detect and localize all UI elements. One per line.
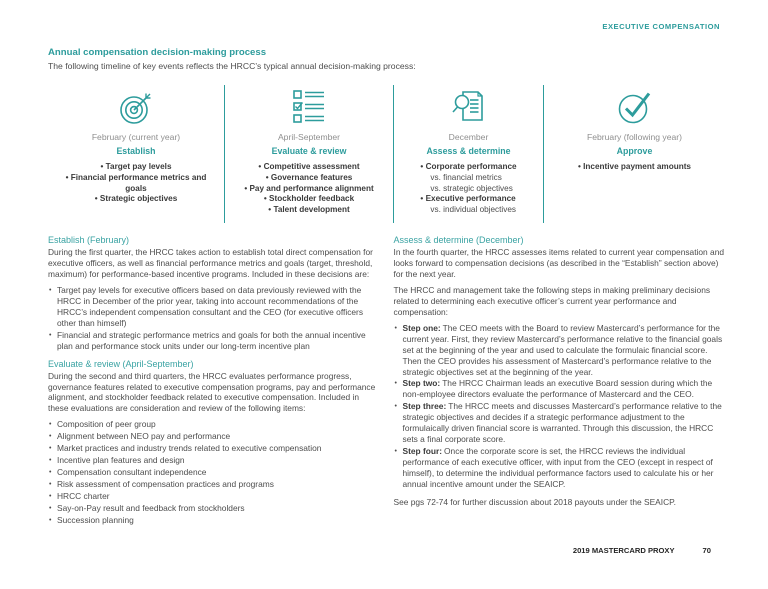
timeline-item: • Governance features: [231, 173, 387, 184]
running-head: EXECUTIVE COMPENSATION: [602, 22, 720, 31]
timeline-phase: Evaluate & review: [271, 146, 347, 156]
decision-timeline: [48, 85, 725, 223]
page-intro: The following timeline of key events reflects the HRCC’s typical annual decision-making process:: [48, 61, 416, 71]
page-footer: [573, 546, 711, 555]
timeline-period: December: [448, 132, 489, 142]
timeline-column-approve: [543, 85, 725, 223]
step-label: Step four:: [402, 445, 443, 456]
timeline-phase: Assess & determine: [426, 146, 511, 156]
timeline-subitem: vs. financial metrics: [430, 172, 502, 182]
right-column: [394, 235, 726, 532]
paragraph: The HRCC and management take the following steps in making preliminary decisions related to determining each executive officer’s current year performance and compensation:: [393, 285, 711, 317]
timeline-item: • Stockholder feedback: [231, 194, 387, 205]
evaluate-bullets: [48, 419, 380, 525]
bullet-item: • Target pay levels for executive officers based on data previously reviewed with the HRCC in December of the prior year, taking into account recommendations of the HRCC’s independent compensation consultant and the CEO (for executive officers other than himself): [48, 285, 380, 329]
bullet-item: • Say-on-Pay result and feedback from stockholders: [48, 503, 380, 514]
bullet-item: • Alignment between NEO pay and performance: [48, 431, 380, 442]
timeline-items: [420, 162, 516, 216]
step-label: Step two:: [402, 378, 441, 389]
bullet-item: • Compensation consultant independence: [48, 467, 380, 478]
timeline-item: • Pay and performance alignment: [231, 184, 387, 195]
timeline-items: [550, 162, 719, 173]
timeline-column-establish: [48, 85, 224, 223]
bullet-item: • Composition of peer group: [48, 419, 380, 430]
timeline-column-evaluate: [224, 85, 393, 223]
timeline-item: • Incentive payment amounts: [550, 162, 719, 173]
page-number: 70: [702, 546, 711, 555]
left-column: [48, 235, 380, 532]
step-item: [394, 401, 726, 445]
timeline-item: • Financial performance metrics and goals: [54, 173, 218, 195]
step-item: [394, 446, 726, 490]
bullet-item: • Succession planning: [48, 515, 380, 526]
step-text: The HRCC Chairman leads an executive Board session during which the non-employee directors evaluate the performance of Mastercard and the CEO.: [402, 378, 713, 400]
assess-steps: [394, 323, 726, 490]
step-text: Once the corporate score is set, the HRCC reviews the individual performance of each executive officer, with input from the CEO (except in respect of himself), to determine the individual performance factors used to calculate his or her annual incentive amount under the SEAICP.: [402, 445, 714, 489]
body-columns: [48, 235, 725, 532]
step-text: The CEO meets with the Board to review Mastercard’s performance for the current year. First, they review Mastercard’s performance relative to the financial goals set at the beginning of the year and used to calculate the formulaic financial score. Then the CEO provides his assessment of Mastercard’s performance relative to the strategic objectives set at the beginning of the year.: [402, 322, 723, 377]
timeline-item: • Target pay levels: [54, 162, 218, 173]
step-label: Step one:: [402, 322, 441, 333]
timeline-phase: Establish: [116, 146, 156, 156]
section-heading-establish: Establish (February): [48, 235, 130, 246]
timeline-item: • Competitive assessment: [231, 162, 387, 173]
timeline-period: April-September: [277, 132, 341, 142]
step-text: The HRCC meets and discusses Mastercard’s performance relative to the strategic objectives and decides if a strategic performance adjustment to the formulaically driven financial score is warranted. Through this discussion, the HRCC sets a final corporate score.: [402, 401, 722, 445]
timeline-period: February (following year): [586, 132, 683, 142]
bullet-item: • HRCC charter: [48, 491, 380, 502]
page-title: Annual compensation decision-making process: [48, 47, 267, 58]
timeline-item: • Corporate performance vs. financial metrics vs. strategic objectives: [420, 162, 516, 194]
checklist-icon: [231, 87, 387, 127]
check-circle-icon: [550, 87, 719, 127]
timeline-items: [231, 162, 387, 216]
bullet-item: • Financial and strategic performance metrics and goals for both the annual incentive plan and performance stock units under our long-term incentive plan: [48, 330, 380, 352]
timeline-subitem: vs. individual objectives: [430, 205, 516, 215]
timeline-subitem: vs. strategic objectives: [430, 183, 513, 193]
closing-note: See pgs 72-74 for further discussion about 2018 payouts under the SEAICP.: [393, 496, 676, 507]
target-icon: [54, 87, 218, 127]
section-heading-evaluate: Evaluate & review (April-September): [48, 358, 194, 369]
bullet-item: • Risk assessment of compensation practices and programs: [48, 479, 380, 490]
timeline-items: [54, 162, 218, 205]
step-label: Step three:: [402, 401, 447, 412]
magnifier-document-icon: [400, 87, 537, 127]
timeline-item: • Strategic objectives: [54, 194, 218, 205]
step-item: [394, 323, 726, 378]
establish-bullets: [48, 285, 380, 352]
paragraph: During the second and third quarters, the HRCC evaluates performance progress, governance features related to executive compensation programs, pay and performance alignment, and stockholder feedback related to executive compensation. Included in these evaluations are consideration and review of the following items:: [48, 370, 376, 414]
section-heading-assess: Assess & determine (December): [393, 235, 524, 246]
bullet-item: • Incentive plan features and design: [48, 455, 380, 466]
step-item: [394, 378, 726, 400]
timeline-phase: Approve: [616, 146, 653, 156]
paragraph: During the first quarter, the HRCC takes action to establish total direct compensation for executive officers, as well as financial performance metrics and goals (target, threshold, maximum) for performance-based incentive programs. Included in these decisions are:: [48, 247, 373, 280]
title-block: [48, 47, 725, 71]
proxy-label: 2019 MASTERCARD PROXY: [572, 546, 675, 555]
timeline-item: • Talent development: [231, 205, 387, 216]
timeline-column-assess: [393, 85, 543, 223]
bullet-item: • Market practices and industry trends related to executive compensation: [48, 443, 380, 454]
timeline-period: February (current year): [91, 132, 181, 142]
timeline-item: • Executive performance vs. individual objectives: [420, 194, 516, 216]
paragraph: In the fourth quarter, the HRCC assesses items related to current year compensation and looks forward to compensation decisions (as described in the “Establish” section above) for the next year.: [393, 247, 725, 280]
